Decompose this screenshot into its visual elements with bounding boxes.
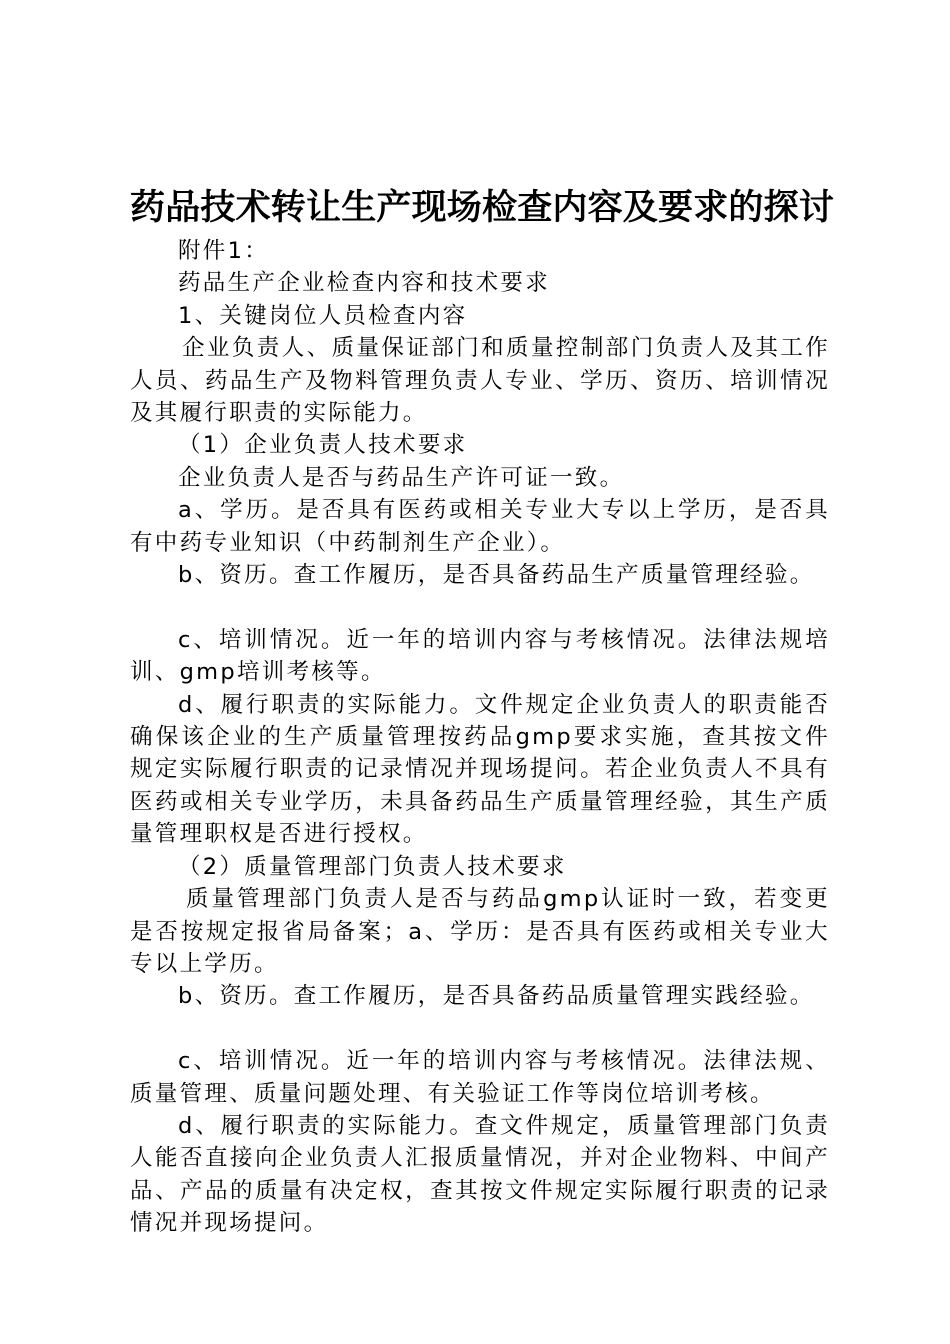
paragraph: 企业负责人、质量保证部门和质量控制部门负责人及其工作人员、药品生产及物料管理负责人专业、学历、资历、培训情况及其履行职责的实际能力。 — [130, 335, 830, 427]
subsection-heading: 1、关键岗位人员检查内容 — [178, 302, 468, 329]
paragraph: d、履行职责的实际能力。查文件规定，质量管理部门负责人能否直接向企业负责人汇报质量情况，并对企业物料、中间产品、产品的质量有决定权，查其按文件规定实际履行职责的记录情况并现场提问。 — [130, 1112, 830, 1237]
blank-line — [130, 591, 830, 623]
document-title: 药品技术转让生产现场检查内容及要求的探讨 — [130, 187, 835, 228]
paragraph: 企业负责人是否与药品生产许可证一致。 — [178, 464, 625, 491]
paragraph: c、培训情况。近一年的培训内容与考核情况。法律法规培训、gmp培训考核等。 — [130, 626, 830, 686]
paragraph: c、培训情况。近一年的培训内容与考核情况。法律法规、质量管理、质量问题处理、有关验证工作等岗位培训考核。 — [130, 1048, 830, 1107]
subsection-heading: （2）质量管理部门负责人技术要求 — [178, 853, 567, 880]
document-body — [130, 235, 830, 1240]
paragraph: a、学历。是否具有医药或相关专业大专以上学历，是否具有中药专业知识（中药制剂生产企业）。 — [130, 497, 830, 556]
paragraph: b、资历。查工作履历，是否具备药品质量管理实践经验。 — [178, 983, 815, 1010]
paragraph: 质量管理部门负责人是否与药品gmp认证时一致，若变更是否按规定报省局备案；a、学历：是否具有医药或相关专业大专以上学历。 — [130, 886, 830, 977]
paragraph: d、履行职责的实际能力。文件规定企业负责人的职责能否确保该企业的生产质量管理按药品gmp要求实施，查其按文件规定实际履行职责的记录情况并现场提问。若企业负责人不具有医药或相关专业学历，未具备药品生产质量管理经验，其生产质量管理职权是否进行授权。 — [130, 691, 830, 848]
attachment-label: 附件1： — [178, 238, 270, 264]
blank-line — [130, 1013, 830, 1045]
subsection-heading: （1）企业负责人技术要求 — [178, 432, 468, 459]
paragraph: b、资历。查工作履历，是否具备药品生产质量管理经验。 — [178, 562, 815, 589]
section-heading: 药品生产企业检查内容和技术要求 — [178, 270, 551, 297]
